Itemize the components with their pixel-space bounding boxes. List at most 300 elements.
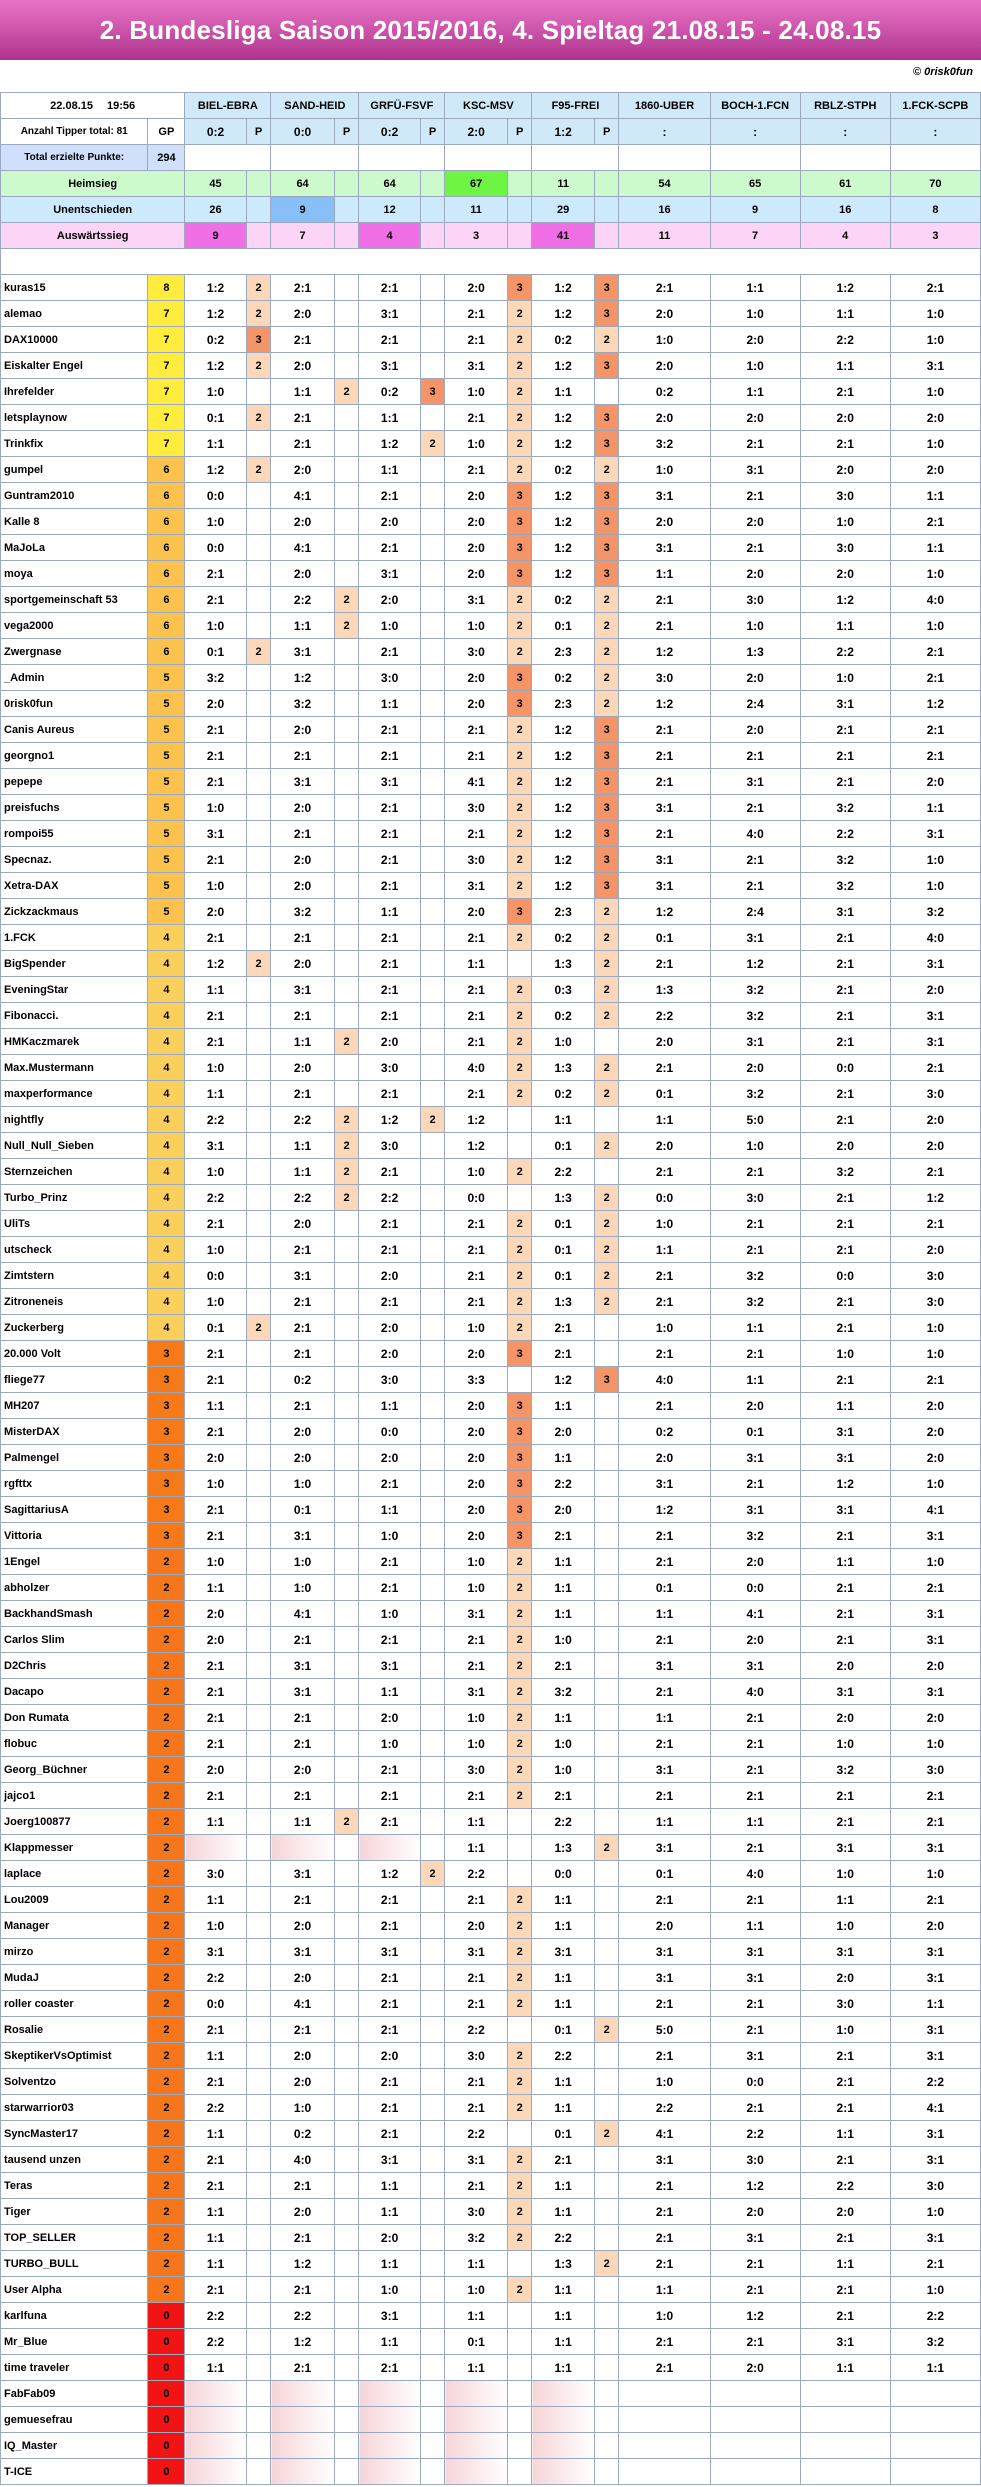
player-gp: 5 xyxy=(148,665,185,691)
tip-points: 3 xyxy=(594,301,619,327)
tip-score: 2:0 xyxy=(890,457,980,483)
tip-score: 0:1 xyxy=(185,1315,246,1341)
tip-score: 1:1 xyxy=(532,2329,594,2355)
player-name: Guntram2010 xyxy=(1,483,148,509)
tip-score: 3:2 xyxy=(619,431,710,457)
tip-points: 2 xyxy=(507,1315,532,1341)
tip-score: 0:2 xyxy=(532,665,594,691)
tip-score: 4:1 xyxy=(445,769,507,795)
tip-score: 1:0 xyxy=(445,1731,507,1757)
player-name: _Admin xyxy=(1,665,148,691)
tip-score: 1:2 xyxy=(800,1471,890,1497)
player-gp: 4 xyxy=(148,977,185,1003)
tip-score: 2:1 xyxy=(185,1029,246,1055)
tip-score: 2:1 xyxy=(271,2173,334,2199)
tip-score: 3:1 xyxy=(890,2147,980,2173)
tip-score xyxy=(271,2433,334,2459)
tip-score: 1:2 xyxy=(532,405,594,431)
tip-score xyxy=(800,2433,890,2459)
tip-points: 2 xyxy=(507,2095,532,2121)
tip-score: 0:2 xyxy=(271,1367,334,1393)
tip-score: 3:0 xyxy=(890,1081,980,1107)
tip-score: 1:0 xyxy=(185,1289,246,1315)
player-row xyxy=(1,795,981,821)
tip-score: 1:1 xyxy=(271,1159,334,1185)
tip-points: 2 xyxy=(507,925,532,951)
player-name: TOP_SELLER xyxy=(1,2225,148,2251)
tip-points xyxy=(246,1549,271,1575)
tip-points: 2 xyxy=(507,1939,532,1965)
tip-points xyxy=(246,613,271,639)
tip-points xyxy=(334,639,359,665)
tip-points xyxy=(334,2017,359,2043)
tip-score: 2:0 xyxy=(271,795,334,821)
tip-score: 2:1 xyxy=(185,1523,246,1549)
player-row xyxy=(1,1679,981,1705)
tip-points xyxy=(594,1471,619,1497)
tip-points: 3 xyxy=(507,1419,532,1445)
tip-score: 2:1 xyxy=(271,1081,334,1107)
tip-points xyxy=(420,1471,445,1497)
player-gp: 4 xyxy=(148,925,185,951)
tip-points xyxy=(420,1003,445,1029)
tip-score: 1:1 xyxy=(445,1809,507,1835)
tip-score: 2:1 xyxy=(710,483,800,509)
tip-points xyxy=(420,1341,445,1367)
tip-score: 3:1 xyxy=(359,2147,420,2173)
tip-score: 4:1 xyxy=(271,535,334,561)
tip-score: 1:1 xyxy=(185,1809,246,1835)
tip-score: 1:2 xyxy=(532,743,594,769)
tip-score: 2:1 xyxy=(710,535,800,561)
tip-score: 2:1 xyxy=(271,327,334,353)
tip-score: 2:1 xyxy=(445,2069,507,2095)
tip-points: 2 xyxy=(507,327,532,353)
tip-score: 2:0 xyxy=(271,301,334,327)
player-gp: 4 xyxy=(148,1315,185,1341)
tip-score: 1:0 xyxy=(619,327,710,353)
player-name: MisterDAX xyxy=(1,1419,148,1445)
tip-score: 1:3 xyxy=(532,1055,594,1081)
tip-points xyxy=(594,2381,619,2407)
player-gp: 2 xyxy=(148,2225,185,2251)
player-name: tausend unzen xyxy=(1,2147,148,2173)
player-row xyxy=(1,1315,981,1341)
tip-score: 2:0 xyxy=(619,1913,710,1939)
tip-points xyxy=(334,951,359,977)
tip-score: 2:1 xyxy=(532,1783,594,1809)
player-name: Dacapo xyxy=(1,1679,148,1705)
tip-score: 2:0 xyxy=(271,1965,334,1991)
tip-score: 2:1 xyxy=(445,2095,507,2121)
tip-score: 3:2 xyxy=(710,1523,800,1549)
player-gp: 5 xyxy=(148,769,185,795)
tip-score: 1:0 xyxy=(710,1133,800,1159)
tip-points: 2 xyxy=(334,379,359,405)
player-gp: 6 xyxy=(148,587,185,613)
tip-points xyxy=(246,431,271,457)
tip-score: 3:1 xyxy=(619,795,710,821)
tip-score: 3:1 xyxy=(710,1653,800,1679)
tip-score: 1:0 xyxy=(800,1913,890,1939)
tip-score: 1:0 xyxy=(619,1315,710,1341)
tip-points xyxy=(594,1627,619,1653)
player-row xyxy=(1,925,981,951)
blank-cell xyxy=(246,171,271,197)
tip-score: 1:0 xyxy=(445,613,507,639)
tip-points xyxy=(420,1211,445,1237)
tip-score: 1:3 xyxy=(532,2251,594,2277)
player-gp: 2 xyxy=(148,2095,185,2121)
tip-score: 1:1 xyxy=(532,2355,594,2381)
tip-score: 1:0 xyxy=(890,1549,980,1575)
tip-points xyxy=(334,925,359,951)
tip-points xyxy=(334,1783,359,1809)
tip-score: 1:1 xyxy=(710,1315,800,1341)
tip-score: 0:2 xyxy=(619,1419,710,1445)
player-row xyxy=(1,1367,981,1393)
tip-points xyxy=(594,1575,619,1601)
tip-score: 2:1 xyxy=(359,1081,420,1107)
tip-points xyxy=(246,691,271,717)
player-name: rgfttx xyxy=(1,1471,148,1497)
tip-points: 2 xyxy=(334,1107,359,1133)
tip-score: 2:1 xyxy=(619,1991,710,2017)
tipper-count-label: Anzahl Tipper total: 81 xyxy=(1,119,148,145)
player-row xyxy=(1,1965,981,1991)
player-row xyxy=(1,1861,981,1887)
player-gp: 2 xyxy=(148,1731,185,1757)
tip-score: 2:1 xyxy=(619,1341,710,1367)
tip-score: 2:1 xyxy=(445,457,507,483)
tip-points: 3 xyxy=(594,717,619,743)
tip-points xyxy=(334,1549,359,1575)
tip-points xyxy=(246,2329,271,2355)
tip-points xyxy=(594,1159,619,1185)
tip-points xyxy=(420,1055,445,1081)
tip-score: 0:2 xyxy=(532,327,594,353)
player-gp: 2 xyxy=(148,2121,185,2147)
tip-points: 2 xyxy=(507,613,532,639)
tip-score: 1:1 xyxy=(445,951,507,977)
tip-points: 3 xyxy=(420,379,445,405)
tip-points xyxy=(594,2329,619,2355)
tip-score: 3:0 xyxy=(445,2043,507,2069)
player-name: Zwergnase xyxy=(1,639,148,665)
tip-points: 2 xyxy=(507,587,532,613)
tip-score: 3:1 xyxy=(890,2225,980,2251)
tip-score: 1:2 xyxy=(619,899,710,925)
tip-score: 1:2 xyxy=(359,1107,420,1133)
tip-score: 2:0 xyxy=(271,1445,334,1471)
tip-points xyxy=(420,1679,445,1705)
tip-score: 2:1 xyxy=(800,1081,890,1107)
tip-score: 2:0 xyxy=(445,691,507,717)
tip-score: 0:1 xyxy=(445,2329,507,2355)
tip-score: 2:0 xyxy=(800,1965,890,1991)
tip-points xyxy=(246,1809,271,1835)
tip-points xyxy=(246,2017,271,2043)
tip-points xyxy=(334,847,359,873)
tip-points: 2 xyxy=(507,457,532,483)
player-row xyxy=(1,327,981,353)
tip-score: 2:1 xyxy=(185,1731,246,1757)
tip-points: 3 xyxy=(594,873,619,899)
player-gp: 4 xyxy=(148,1211,185,1237)
tip-score: 2:1 xyxy=(710,1835,800,1861)
tip-score: 1:2 xyxy=(710,2303,800,2329)
player-gp: 2 xyxy=(148,1679,185,1705)
tip-score: 4:0 xyxy=(710,821,800,847)
tip-score: 3:1 xyxy=(890,353,980,379)
tip-score: 3:1 xyxy=(890,2043,980,2069)
tip-points xyxy=(246,1861,271,1887)
player-name: Xetra-DAX xyxy=(1,873,148,899)
tip-points: 2 xyxy=(507,1003,532,1029)
tip-score: 1:0 xyxy=(185,1549,246,1575)
tip-points xyxy=(420,457,445,483)
tip-points xyxy=(594,1601,619,1627)
tip-points: 2 xyxy=(594,1289,619,1315)
player-name: karlfuna xyxy=(1,2303,148,2329)
tip-score: 2:1 xyxy=(359,1471,420,1497)
tip-score: 2:1 xyxy=(359,873,420,899)
tip-score: 1:0 xyxy=(800,509,890,535)
tip-score: 1:1 xyxy=(710,275,800,301)
tip-points: 3 xyxy=(594,743,619,769)
tip-score: 3:1 xyxy=(619,1835,710,1861)
tip-score: 0:2 xyxy=(532,925,594,951)
tip-points: 3 xyxy=(594,483,619,509)
gp-header: GP xyxy=(148,119,185,145)
tip-score: 1:2 xyxy=(532,1367,594,1393)
tip-score: 1:3 xyxy=(532,1289,594,1315)
tip-score: 2:0 xyxy=(271,1211,334,1237)
tip-score: 2:0 xyxy=(800,457,890,483)
player-row xyxy=(1,1419,981,1445)
player-row xyxy=(1,2095,981,2121)
tip-points xyxy=(246,1159,271,1185)
tip-score: 3:1 xyxy=(359,2303,420,2329)
tip-score: 2:1 xyxy=(185,561,246,587)
tip-score: 1:1 xyxy=(271,379,334,405)
tip-points xyxy=(334,1523,359,1549)
player-gp: 2 xyxy=(148,1887,185,1913)
tip-score: 2:1 xyxy=(359,1159,420,1185)
tip-score: 2:2 xyxy=(532,2225,594,2251)
tip-score: 2:1 xyxy=(271,2225,334,2251)
tip-score: 3:1 xyxy=(710,1965,800,1991)
tip-score: 2:0 xyxy=(359,587,420,613)
tip-score: 2:0 xyxy=(445,561,507,587)
tip-score: 1:0 xyxy=(890,1731,980,1757)
player-row xyxy=(1,1809,981,1835)
tip-score: 1:2 xyxy=(532,431,594,457)
tip-score: 2:1 xyxy=(445,1627,507,1653)
tip-score xyxy=(532,2407,594,2433)
tip-score: 2:0 xyxy=(619,405,710,431)
tip-score: 2:0 xyxy=(271,1419,334,1445)
player-gp: 0 xyxy=(148,2329,185,2355)
match-name: GRFÜ-FSVF xyxy=(359,93,445,119)
tip-points xyxy=(420,899,445,925)
tip-score: 3:1 xyxy=(890,1679,980,1705)
tip-score: 2:1 xyxy=(710,1757,800,1783)
blank-cell xyxy=(594,171,619,197)
tip-score xyxy=(619,2459,710,2485)
tip-points xyxy=(420,873,445,899)
tip-points xyxy=(246,795,271,821)
tip-points xyxy=(507,2381,532,2407)
tip-points: 2 xyxy=(507,1055,532,1081)
player-gp: 4 xyxy=(148,1263,185,1289)
tip-score: 2:0 xyxy=(359,2043,420,2069)
tip-score: 3:1 xyxy=(185,1939,246,1965)
tip-points xyxy=(334,977,359,1003)
tip-score: 2:0 xyxy=(271,2043,334,2069)
tip-score: 2:0 xyxy=(890,1393,980,1419)
tip-score: 3:1 xyxy=(710,2225,800,2251)
match-result: 0:0 xyxy=(271,119,334,145)
page-title: 2. Bundesliga Saison 2015/2016, 4. Spieltag 21.08.15 - 24.08.15 xyxy=(0,0,981,60)
blank-cell xyxy=(532,145,619,171)
tip-score: 2:1 xyxy=(619,1159,710,1185)
player-gp: 2 xyxy=(148,2277,185,2303)
tip-score: 2:1 xyxy=(890,1575,980,1601)
tip-score: 2:2 xyxy=(619,1003,710,1029)
player-name: letsplaynow xyxy=(1,405,148,431)
tip-points xyxy=(246,2043,271,2069)
tip-points xyxy=(420,2251,445,2277)
player-name: abholzer xyxy=(1,1575,148,1601)
tip-points: 2 xyxy=(594,1211,619,1237)
tip-score: 1:1 xyxy=(890,2355,980,2381)
tip-score: 1:3 xyxy=(619,977,710,1003)
tip-score: 3:0 xyxy=(890,1757,980,1783)
tip-points xyxy=(507,2459,532,2485)
tip-score: 2:0 xyxy=(445,1471,507,1497)
tip-score: 2:2 xyxy=(359,1185,420,1211)
tip-score: 0:2 xyxy=(271,2121,334,2147)
tip-points xyxy=(246,509,271,535)
tip-score xyxy=(619,2433,710,2459)
player-row xyxy=(1,1783,981,1809)
tip-score xyxy=(532,2433,594,2459)
tip-score: 2:2 xyxy=(271,1185,334,1211)
tip-points xyxy=(420,2095,445,2121)
tip-score: 1:1 xyxy=(532,2173,594,2199)
tip-score: 2:1 xyxy=(800,769,890,795)
player-row xyxy=(1,587,981,613)
tip-score: 2:1 xyxy=(359,535,420,561)
tip-score: 3:2 xyxy=(185,665,246,691)
tip-score: 3:2 xyxy=(710,1263,800,1289)
player-gp: 7 xyxy=(148,327,185,353)
tip-points xyxy=(334,691,359,717)
tip-score: 1:2 xyxy=(532,483,594,509)
tip-score: 2:1 xyxy=(445,327,507,353)
tip-score: 2:1 xyxy=(359,1211,420,1237)
tip-score: 2:2 xyxy=(710,2121,800,2147)
tip-points xyxy=(594,1341,619,1367)
player-gp: 4 xyxy=(148,1107,185,1133)
tip-score: 3:1 xyxy=(619,535,710,561)
match-name: F95-FREI xyxy=(532,93,619,119)
tip-points: 2 xyxy=(507,1237,532,1263)
tip-score: 3:1 xyxy=(800,1497,890,1523)
player-row xyxy=(1,353,981,379)
tip-points xyxy=(594,2095,619,2121)
player-row xyxy=(1,2381,981,2407)
tip-score: 0:0 xyxy=(185,1263,246,1289)
tip-score: 2:1 xyxy=(710,1887,800,1913)
tip-score: 3:1 xyxy=(619,1965,710,1991)
tip-score: 1:0 xyxy=(445,1315,507,1341)
tip-score: 4:1 xyxy=(890,1497,980,1523)
tip-score xyxy=(185,1835,246,1861)
tip-score: 2:0 xyxy=(271,1913,334,1939)
tip-points xyxy=(334,717,359,743)
tip-score: 2:1 xyxy=(890,743,980,769)
tip-score: 2:1 xyxy=(359,1627,420,1653)
tip-score xyxy=(271,1835,334,1861)
player-row xyxy=(1,1887,981,1913)
tip-score: 1:1 xyxy=(532,2277,594,2303)
tip-score: 2:0 xyxy=(271,717,334,743)
tip-points xyxy=(507,2303,532,2329)
player-gp: 5 xyxy=(148,821,185,847)
player-row xyxy=(1,1445,981,1471)
tip-score: 2:3 xyxy=(532,691,594,717)
tip-score: 2:1 xyxy=(800,2095,890,2121)
tip-score: 2:1 xyxy=(532,2147,594,2173)
tip-score: 0:1 xyxy=(185,639,246,665)
player-row xyxy=(1,1731,981,1757)
player-gp: 4 xyxy=(148,1081,185,1107)
tip-points xyxy=(420,1653,445,1679)
player-row xyxy=(1,1939,981,1965)
tip-points xyxy=(594,2043,619,2069)
tip-score: 3:1 xyxy=(185,821,246,847)
tip-points: 2 xyxy=(246,301,271,327)
tip-score: 3:1 xyxy=(890,2017,980,2043)
tip-points xyxy=(420,587,445,613)
player-gp: 6 xyxy=(148,483,185,509)
tip-score: 1:2 xyxy=(532,795,594,821)
tip-points xyxy=(420,1627,445,1653)
blank-cell xyxy=(619,145,710,171)
player-row xyxy=(1,2199,981,2225)
unent-count: 9 xyxy=(710,197,800,223)
tip-score: 0:0 xyxy=(445,1185,507,1211)
heim-count: 45 xyxy=(185,171,246,197)
tip-score: 3:1 xyxy=(710,1445,800,1471)
player-gp: 4 xyxy=(148,1029,185,1055)
tip-score: 2:1 xyxy=(359,2017,420,2043)
tip-score: 2:1 xyxy=(710,2017,800,2043)
tip-score: 3:1 xyxy=(359,353,420,379)
tip-score: 2:4 xyxy=(710,691,800,717)
tip-score: 2:1 xyxy=(619,613,710,639)
player-name: 1Engel xyxy=(1,1549,148,1575)
tip-score: 2:2 xyxy=(185,1107,246,1133)
tip-score: 2:1 xyxy=(890,1211,980,1237)
tip-score: 2:1 xyxy=(445,2173,507,2199)
unent-row xyxy=(1,197,981,223)
tip-score: 2:0 xyxy=(445,665,507,691)
tip-score: 3:1 xyxy=(800,1939,890,1965)
tip-points xyxy=(246,2277,271,2303)
